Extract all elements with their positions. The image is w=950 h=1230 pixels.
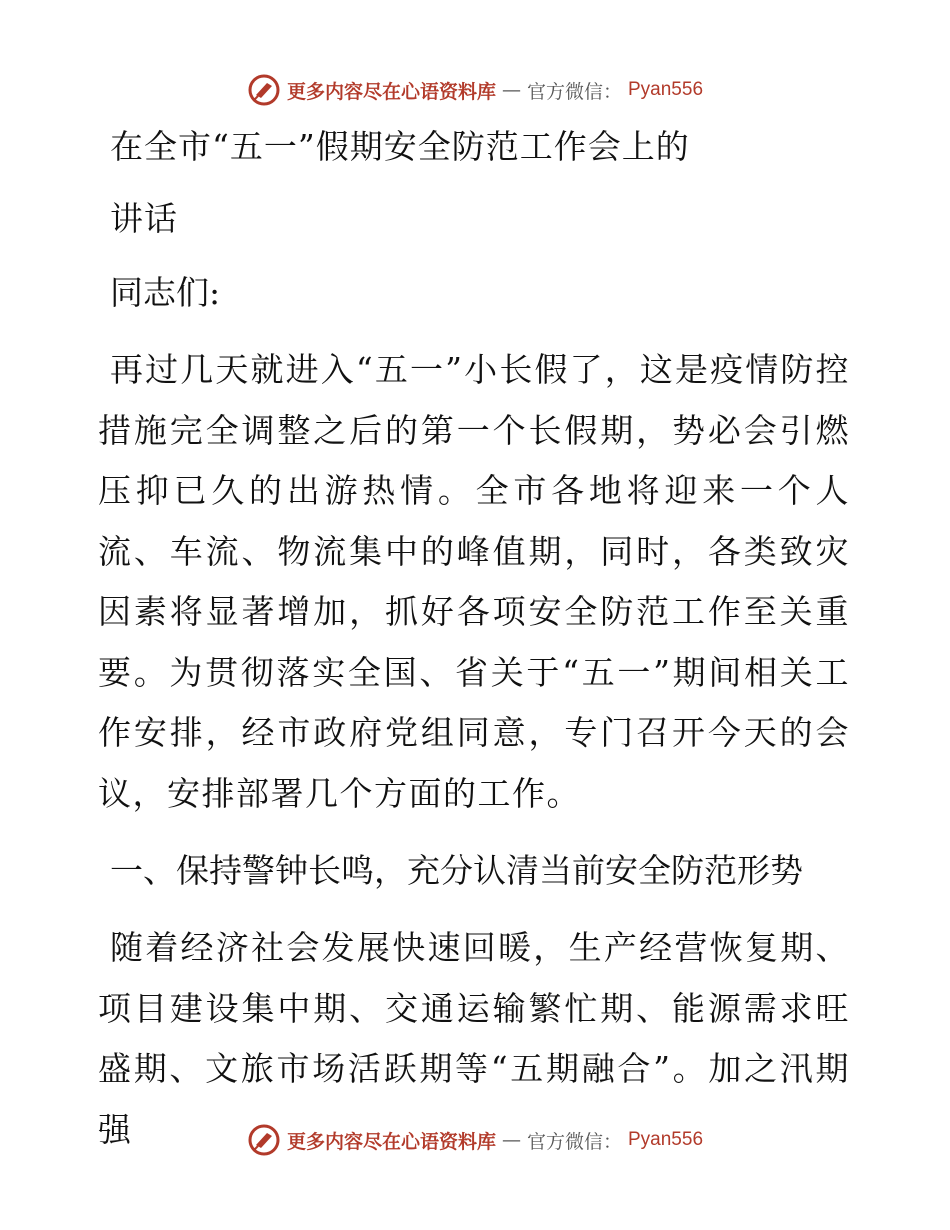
watermark-account: Pyan556 bbox=[628, 79, 704, 100]
document-body bbox=[98, 120, 850, 1180]
watermark-separator: — bbox=[501, 79, 521, 101]
document-title-line-2: 讲话 bbox=[110, 199, 178, 238]
watermark-label: 官方微信： bbox=[526, 1130, 622, 1153]
document-title-line-1: 在全市“五一”假期安全防范工作会上的 bbox=[110, 127, 690, 166]
watermark-text: 更多内容尽在心语资料库 bbox=[286, 1130, 496, 1153]
logo-icon bbox=[247, 1123, 281, 1157]
watermark-account: Pyan556 bbox=[628, 1129, 704, 1150]
watermark-separator: — bbox=[501, 1129, 521, 1151]
greeting: 同志们: bbox=[110, 273, 221, 312]
watermark-text: 更多内容尽在心语资料库 bbox=[286, 80, 496, 103]
logo-icon bbox=[247, 73, 281, 107]
section-heading-1: 一、保持警钟长鸣，充分认清当前安全防范形势 bbox=[110, 851, 803, 890]
header-watermark bbox=[0, 72, 950, 108]
paragraph-section-1: 随着经济社会发展快速回暖，生产经营恢复期、项目建设集中期、交通运输繁忙期、能源需求旺盛期、文旅市场活跃期等“五期融合”。加之汛期强 bbox=[98, 928, 850, 1149]
paragraph-intro: 再过几天就进入“五一”小长假了，这是疫情防控措施完全调整之后的第一个长假期，势必会引燃压抑已久的出游热情。全市各地将迎来一个人流、车流、物流集中的峰值期，同时，各类致灾因素将显著增加，抓好各项安全防范工作至关重要。为贯彻落实全国、省关于“五一”期间相关工作安排，经市政府党组同意，专门召开今天的会议，安排部署几个方面的工作。 bbox=[98, 350, 850, 813]
watermark-label: 官方微信： bbox=[526, 80, 622, 103]
footer-watermark bbox=[0, 1122, 950, 1158]
